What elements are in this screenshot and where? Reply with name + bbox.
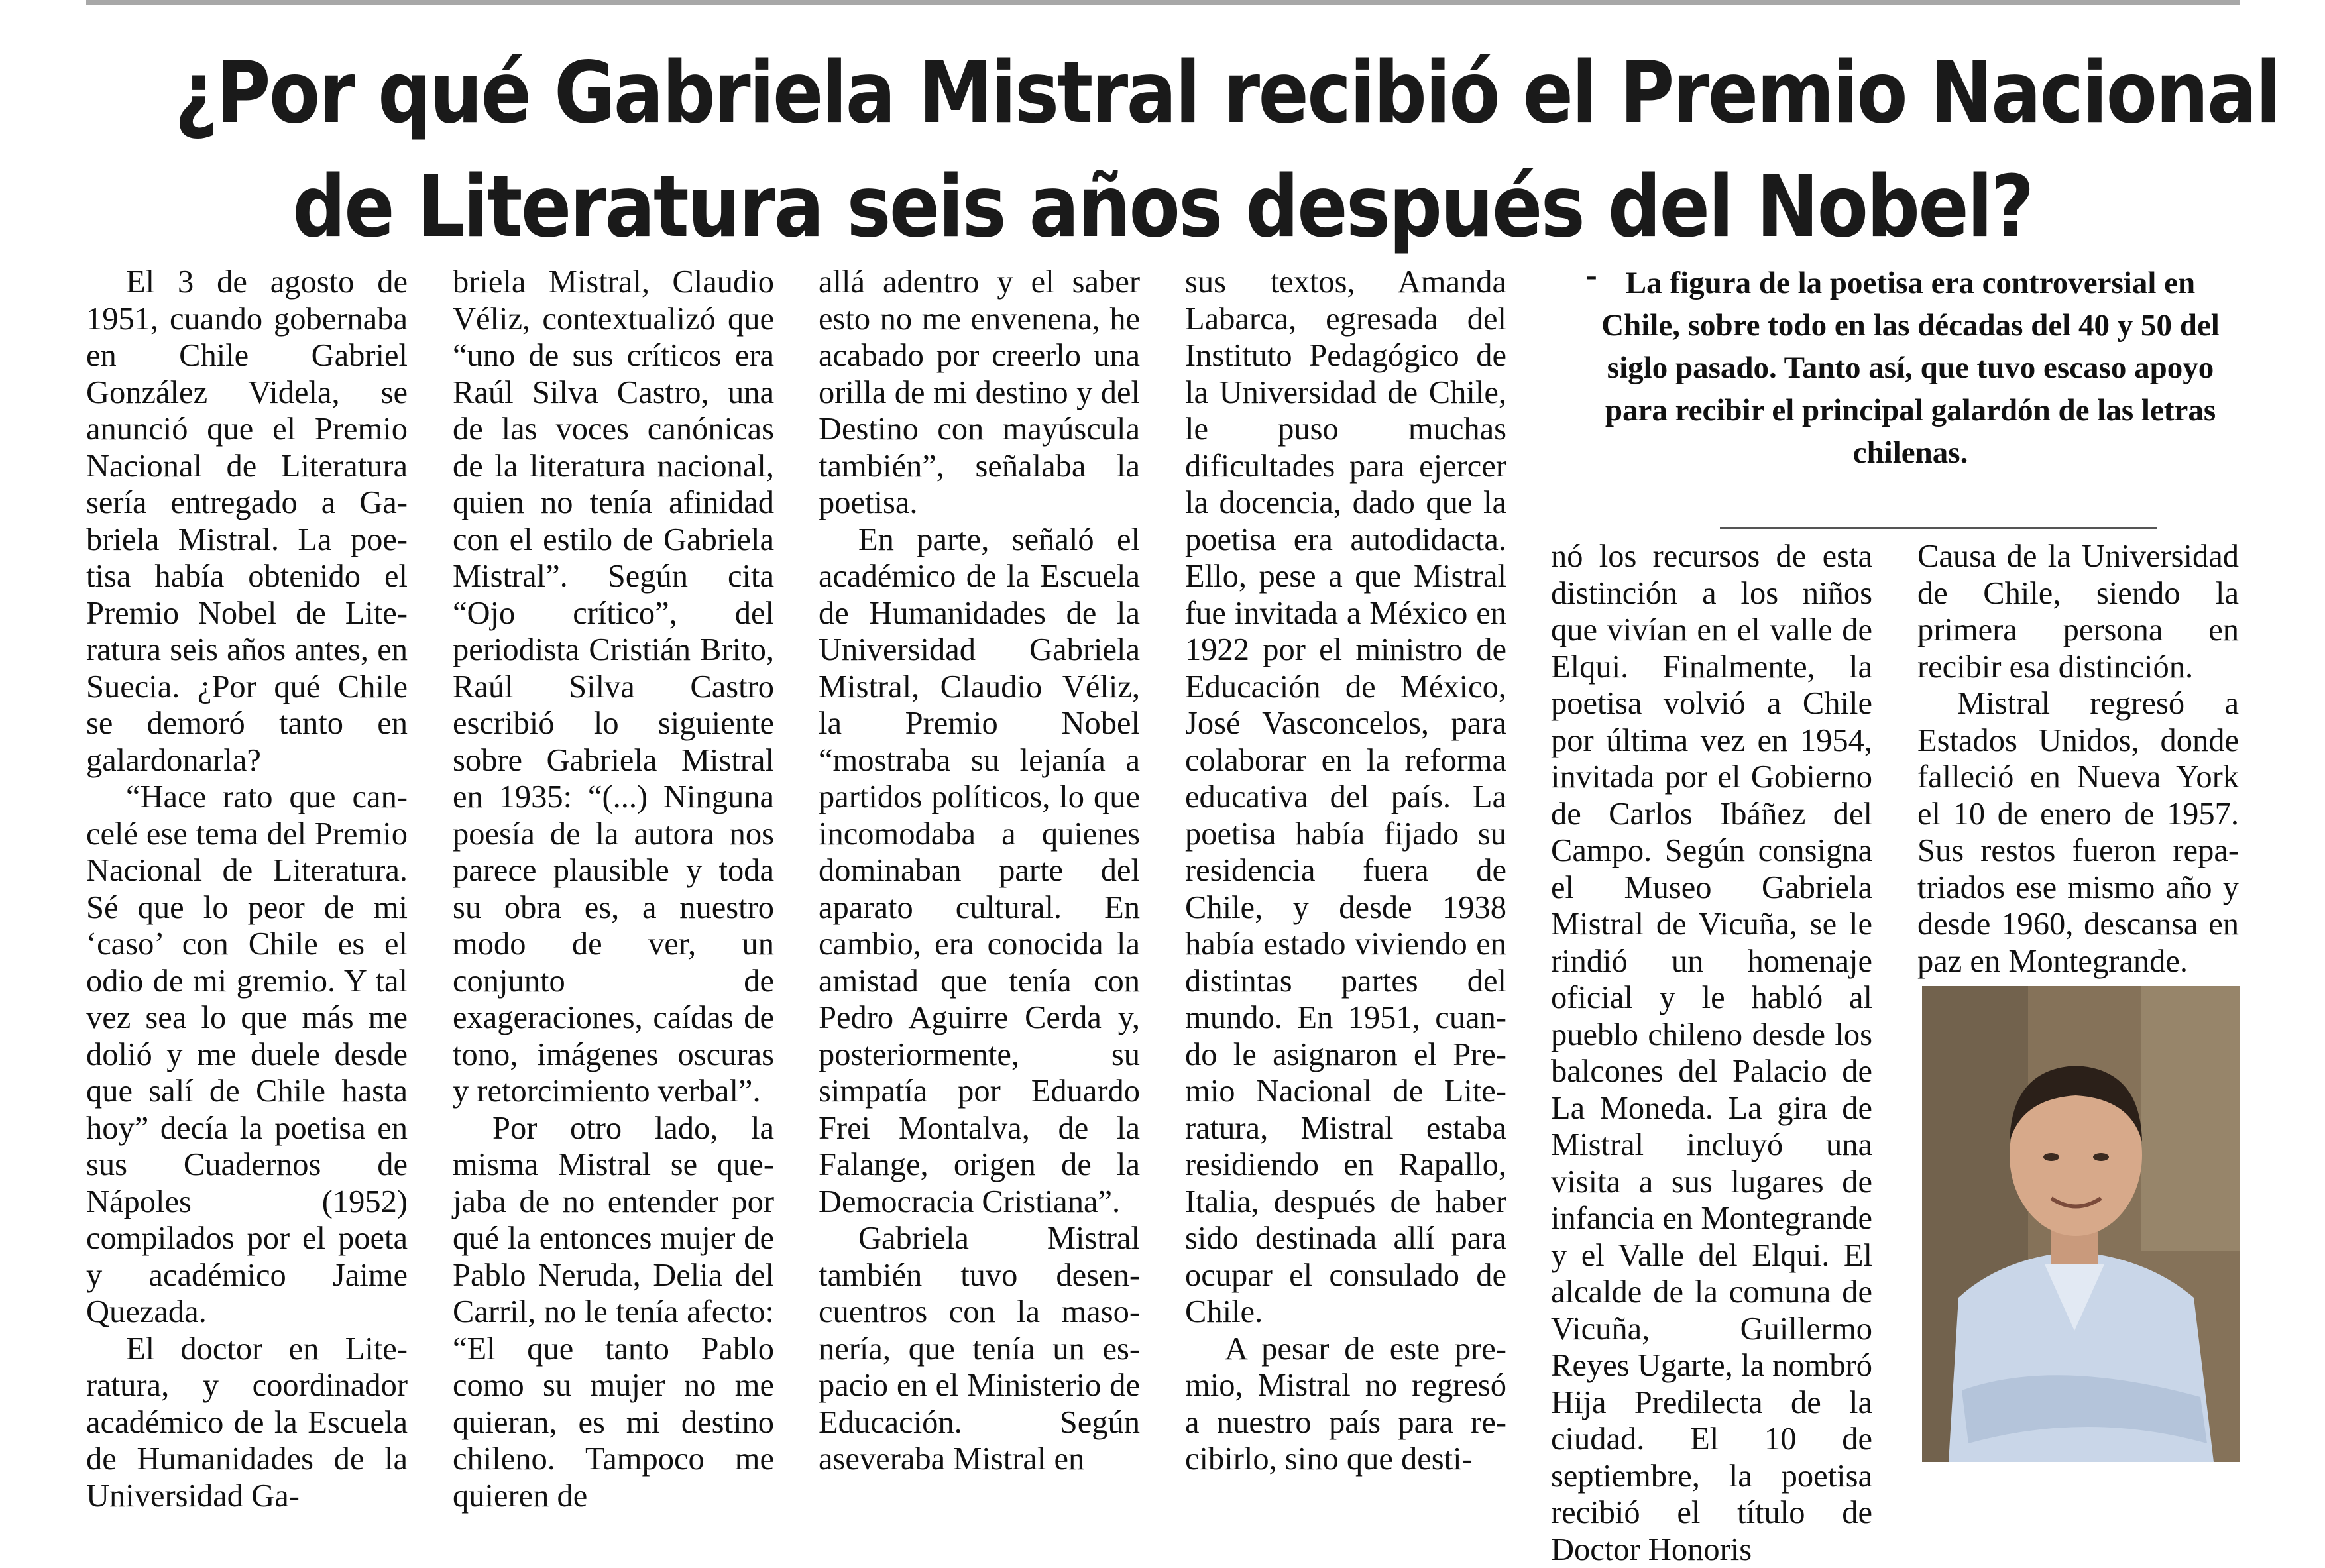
- article-column-3: [819, 264, 1140, 1478]
- paragraph: En parte, señaló el académico de la Escuela de Humanidades de la Universidad Gabriela Mistral, Claudio Véliz, la Premio Nobel “mostraba su lejanía a partidos políticos, lo que incomodaba a quienes dominaban parte del aparato cultural. En cambio, era conocida la amistad que tenía con Pedro Aguirre Cerda y, posteriormente, su simpatía por Eduardo Frei Montalva, de la Falange, origen de la Democracia Cristiana”.: [819, 522, 1140, 1219]
- paragraph: El doctor en Literatura, y coordinador académico de la Escuela de Humanidades de la Universidad Ga-: [86, 1331, 408, 1514]
- pullquote-dash: -: [1586, 256, 1597, 293]
- headline-line-1: ¿Por qué Gabriela Mistral recibió el Premio Nacional: [174, 44, 2280, 142]
- article-column-4: [1185, 264, 1506, 1478]
- pullquote-rule: [1720, 527, 2157, 529]
- paragraph: Causa de la Universidad de Chile, siendo la primera persona en recibir esa distinción.: [1917, 539, 2239, 685]
- article-column-1: [86, 264, 408, 1514]
- pullquote: La figura de la poetisa era controversial en Chile, sobre todo en las décadas del 40 y 50 del siglo pasado. Tanto así, que tuvo escaso apoyo para recibir el principal galardón de las letras chilenas.: [1601, 266, 2220, 470]
- paragraph: Mistral regresó a Estados Unidos, donde falleció en Nueva York el 10 de enero de 1957. Sus restos fueron repatriados ese mismo año y desde 1960, descansa en paz en Montegrande.: [1917, 686, 2239, 979]
- top-rule: [86, 0, 2240, 5]
- paragraph: sus textos, Amanda Labarca, egresada del Instituto Pedagógico de la Universidad de Chile, le puso muchas dificultades para ejercer la docencia, dado que la poetisa era autodidacta. Ello, pese a que Mistral fue invitada a México en 1922 por el ministro de Educación de México, José Vasconcelos, para colaborar en la reforma educativa del país. La poetisa había fijado su residencia fuera de Chile, y desde 1938 había estado viviendo en distintas partes del mundo. En 1951, cuando le asignaron el Premio Nacional de Literatura, Mistral estaba residiendo en Rapallo, Italia, después de haber sido destinada allí para ocupar el consulado de Chile.: [1185, 264, 1506, 1329]
- paragraph: allá adentro y el saber esto no me envenena, he acabado por creerlo una orilla de mi destino y del Destino con mayúscula también”, señalaba la poetisa.: [819, 264, 1140, 520]
- paragraph: A pesar de este premio, Mistral no regresó a nuestro país para recibirlo, sino que desti-: [1185, 1331, 1506, 1477]
- article-column-5: [1551, 538, 1872, 1568]
- paragraph: “Hace rato que cancelé ese tema del Premio Nacional de Literatura. Sé que lo peor de mi ‘caso’ con Chile es el odio de mi gremio. Y tal vez sea lo que más me dolió y me duele desde que salí de Chile hasta hoy” decía la poetisa en sus Cuadernos de Nápoles (1952) compilados por el poeta y académico Jaime Quezada.: [86, 779, 408, 1329]
- portrait-illustration: [1922, 986, 2240, 1462]
- paragraph: briela Mistral, Claudio Véliz, contextualizó que “uno de sus críticos era Raúl Silva Castro, una de las voces canónicas de la literatura nacional, quien no tenía afinidad con el estilo de Gabriela Mistral”. Según cita “Ojo crítico”, del periodista Cristián Brito, Raúl Silva Castro escribió lo siguiente sobre Gabriela Mistral en 1935: “(...) Ninguna poesía de la autora nos parece plausible y toda su obra es, a nuestro modo de ver, un conjunto de exageraciones, caídas de tono, imágenes oscuras y retorcimiento verbal”.: [453, 264, 774, 1109]
- headline: [174, 36, 2280, 264]
- paragraph: El 3 de agosto de 1951, cuando gobernaba en Chile Gabriel González Videla, se anunció que el Premio Nacional de Literatura sería entregado a Gabriela Mistral. La poetisa había obtenido el Premio Nobel de Literatura seis años antes, en Suecia. ¿Por qué Chile se demoró tanto en galardonarla?: [86, 264, 408, 778]
- portrait-photo: [1922, 986, 2240, 1462]
- paragraph: Gabriela Mistral también tuvo desencuentros con la masonería, que tenía un espacio en el Ministerio de Educación. Según aseveraba Mistral en: [819, 1221, 1140, 1477]
- article-column-2: [453, 264, 774, 1514]
- paragraph: nó los recursos de esta distinción a los niños que vivían en el valle de Elqui. Finalmente, la poetisa volvió a Chile por última vez en 1954, invitada por el Gobierno de Carlos Ibáñez del Campo. Según consigna el Museo Gabriela Mistral de Vicuña, se le rindió un homenaje oficial y le habló al pueblo chileno desde los balcones del Palacio de La Moneda. La gira de Mistral incluyó una visita a sus lugares de infancia en Montegrande y el Valle del Elqui. El alcalde de la comuna de Vicuña, Guillermo Reyes Ugarte, la nombró Hija Predilecta de la ciudad. El 10 de septiembre, la poetisa recibió el título de Doctor Honoris: [1551, 539, 1872, 1567]
- headline-line-2: de Literatura seis años después del Nobel?: [292, 158, 2033, 256]
- article-column-6: [1917, 538, 2239, 980]
- paragraph: Por otro lado, la misma Mistral se quejaba de no entender por qué la entonces mujer de Pablo Neruda, Delia del Carril, no le tenía afecto: “El que tanto Pablo como su mujer no me quieran, es mi destino chileno. Tampoco me quieren de: [453, 1110, 774, 1514]
